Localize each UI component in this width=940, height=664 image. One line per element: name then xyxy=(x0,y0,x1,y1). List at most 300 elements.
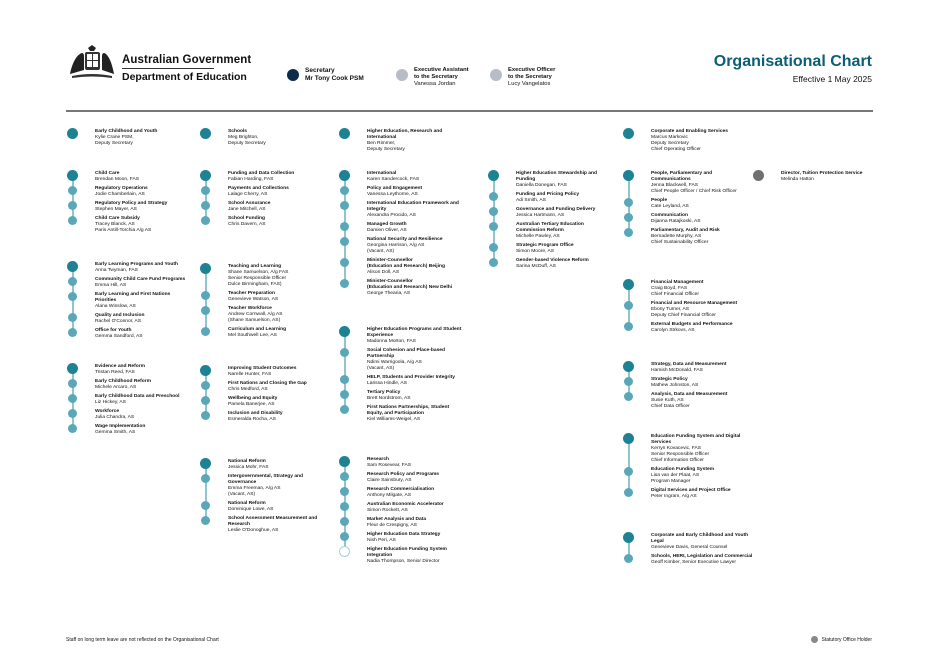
unit-person: Meg Brighton, Deputy Secretary xyxy=(228,135,266,146)
unit-person: Craig Boyd, FAS Chief Financial Officer xyxy=(651,286,700,297)
unit-node xyxy=(489,222,498,231)
unit-node xyxy=(201,396,210,405)
org-unit xyxy=(95,313,231,325)
unit-name: HELP, Students and Provider Integrity xyxy=(367,375,455,380)
unit-person: Simon Moore, AS xyxy=(516,249,555,254)
unit-node xyxy=(623,279,634,290)
unit-node xyxy=(339,170,350,181)
unit-node xyxy=(340,472,349,481)
unit-name: Payments and Collections xyxy=(228,186,289,191)
unit-person: Liz Hickey, AS xyxy=(95,400,126,405)
unit-node xyxy=(624,198,633,207)
org-unit xyxy=(651,392,787,410)
unit-person: Brendan Moon, FAS xyxy=(95,177,140,182)
unit-name: Financial and Resource Management xyxy=(651,301,738,306)
unit-node xyxy=(68,186,77,195)
unit-node xyxy=(624,392,633,401)
unit-person: Nish Peri, AS xyxy=(367,538,396,543)
unit-name: Strategic Program Office xyxy=(516,243,574,248)
unit-name: Early Learning and First Nations Priorities xyxy=(95,292,171,303)
gov-line2: Department of Education xyxy=(122,71,247,83)
unit-person: Peter Ingram, A/g AS xyxy=(651,494,697,499)
unit-node xyxy=(340,375,349,384)
unit-name: Funding and Pricing Policy xyxy=(516,192,580,197)
assistant-role: Executive Assistant to the Secretary xyxy=(414,67,469,80)
org-unit xyxy=(367,547,503,565)
unit-node xyxy=(201,201,210,210)
unit-name: Community Child Care Fund Programs xyxy=(95,277,186,282)
unit-group xyxy=(651,171,787,249)
unit-group xyxy=(367,457,503,568)
unit-name: External Budgets and Performance xyxy=(651,322,733,327)
unit-person: Gemma Sandford, AS xyxy=(95,334,143,339)
effective-date: Effective 1 May 2025 xyxy=(792,74,872,84)
unit-node xyxy=(67,170,78,181)
unit-name: Research xyxy=(367,457,390,462)
unit-name: Managed Growth xyxy=(367,222,407,227)
org-unit xyxy=(651,554,787,566)
unit-name: Teacher Preparation xyxy=(228,291,275,296)
org-unit xyxy=(367,186,503,198)
org-unit xyxy=(95,277,231,289)
unit-person: Pamela Banerjee, AS xyxy=(228,402,275,407)
unit-person: Ebony Turner, AS Deputy Chief Financial Officer xyxy=(651,307,716,318)
unit-node xyxy=(623,532,634,543)
unit-node xyxy=(201,516,210,525)
unit-node xyxy=(624,377,633,386)
org-unit xyxy=(651,198,787,210)
unit-name: Communication xyxy=(651,213,688,218)
org-unit xyxy=(367,171,503,183)
unit-person: Kylie Crane PSM, Deputy Secretary xyxy=(95,135,134,146)
unit-person: Cate Leyland, AS xyxy=(651,204,689,209)
unit-node xyxy=(340,237,349,246)
unit-node xyxy=(68,277,77,286)
unit-name: Higher Education Data Strategy xyxy=(367,532,441,537)
unit-node xyxy=(201,474,210,483)
org-unit xyxy=(651,129,787,153)
unit-person: Alexandra Procido, AS xyxy=(367,213,416,218)
unit-person: Genevieve Watson, AS xyxy=(228,297,279,302)
org-unit xyxy=(516,258,652,270)
unit-name: Teacher Workforce xyxy=(228,306,272,311)
unit-node xyxy=(67,363,78,374)
unit-node xyxy=(489,192,498,201)
unit-name: Workforce xyxy=(95,409,120,414)
unit-name: Higher Education Stewardship and Funding xyxy=(516,171,597,182)
unit-person: Susie Kuth, AS Chief Data Officer xyxy=(651,398,690,409)
org-unit xyxy=(95,328,231,340)
unit-name: Research Policy and Programs xyxy=(367,472,440,477)
org-unit xyxy=(95,186,231,198)
org-unit xyxy=(367,237,503,255)
legend-key xyxy=(811,636,873,643)
org-unit xyxy=(516,243,652,255)
page-title: Organisational Chart xyxy=(713,53,872,70)
statutory-holder-node xyxy=(753,170,764,181)
unit-person: Emma Hill, AS xyxy=(95,283,127,288)
unit-name: Regulatory Operations xyxy=(95,186,148,191)
unit-node xyxy=(68,313,77,322)
org-unit xyxy=(367,222,503,234)
org-unit xyxy=(651,377,787,389)
org-unit xyxy=(95,409,231,421)
unit-name: Curriculum and Learning xyxy=(228,327,287,332)
unit-node xyxy=(489,258,498,267)
unit-name: Gender-based Violence Reform xyxy=(516,258,589,263)
unit-name: Australian Tertiary Education Commission Reform xyxy=(516,222,584,233)
unit-node xyxy=(68,394,77,403)
unit-person: Fabian Harding, FAS xyxy=(228,177,274,182)
unit-name: Quality and Inclusion xyxy=(95,313,145,318)
org-unit xyxy=(781,171,917,183)
org-unit xyxy=(367,457,503,469)
unit-name: International Education Framework and Integrity xyxy=(367,201,459,212)
org-unit xyxy=(95,292,231,310)
unit-group xyxy=(651,434,787,503)
org-unit xyxy=(651,228,787,246)
unit-name: Social Cohesion and Place-based Partnership xyxy=(367,348,446,359)
org-unit xyxy=(367,348,503,372)
unit-name: People xyxy=(651,198,668,203)
unit-node xyxy=(200,170,211,181)
org-unit xyxy=(95,394,231,406)
unit-person: Esmeralda Rocha, AS xyxy=(228,417,276,422)
unit-name: First Nations and Closing the Gap xyxy=(228,381,307,386)
unit-person: Tracey Blanck, AS Paris Antill-Torchia A/g AS xyxy=(95,222,152,233)
unit-node xyxy=(201,501,210,510)
officer-person: Lucy Vangelatos xyxy=(508,81,551,87)
unit-person: Fleur de Crespigny, AS xyxy=(367,523,417,528)
unit-node xyxy=(339,326,350,337)
unit-node xyxy=(624,322,633,331)
unit-person: Melinda Hatton xyxy=(781,177,814,182)
unit-group xyxy=(651,362,787,413)
unit-person: Karen Sandercock, FAS xyxy=(367,177,420,182)
unit-person: Narelle Hunter, FAS xyxy=(228,372,272,377)
unit-person: Larissa Hindle, AS xyxy=(367,381,407,386)
unit-node xyxy=(340,532,349,541)
unit-person: Georgina Harrison, A/g AS (Vacant, AS) xyxy=(367,243,425,254)
secretary-box xyxy=(287,67,364,83)
unit-node xyxy=(624,488,633,497)
page-header xyxy=(0,0,940,112)
secretary-node xyxy=(287,69,299,81)
unit-person: Carolyn Strkovs, AS xyxy=(651,328,695,333)
unit-name: Australian Economic Accelerator xyxy=(367,502,444,507)
unit-person: Claire Sainsbury, AS xyxy=(367,478,412,483)
org-unit xyxy=(367,532,503,544)
unit-person: Chris Medford, AS xyxy=(228,387,268,392)
org-unit xyxy=(367,327,503,345)
unit-name: Higher Education, Research and International xyxy=(367,129,443,140)
unit-name: Early Childhood Data and Preschool xyxy=(95,394,180,399)
unit-name: School Assessment Measurement and Research xyxy=(228,516,318,527)
unit-name: Intergovernmental, Strategy and Governance xyxy=(228,474,304,485)
unit-person: Hamish McDonald, FAS xyxy=(651,368,703,373)
unit-node xyxy=(340,405,349,414)
officer-node xyxy=(490,69,502,81)
org-unit xyxy=(367,502,503,514)
unit-node xyxy=(201,306,210,315)
government-wordmark xyxy=(122,54,251,83)
unit-name: Education Funding System xyxy=(651,467,715,472)
unit-node xyxy=(623,433,634,444)
unit-person: Madonna Morton, FAS xyxy=(367,339,416,344)
unit-person: Mathew Johnston, AS xyxy=(651,383,699,388)
org-unit xyxy=(367,472,503,484)
unit-person: Lalage Cherry, AS xyxy=(228,192,268,197)
unit-node xyxy=(623,128,634,139)
unit-node xyxy=(200,128,211,139)
unit-node xyxy=(201,186,210,195)
unit-node xyxy=(68,292,77,301)
unit-person: Jessica Hartmann, AS xyxy=(516,213,565,218)
unit-person: Geoff Kimber, Senior Executive Lawyer xyxy=(651,560,736,565)
unit-node xyxy=(340,390,349,399)
unit-person: Stephen Mayer, AS xyxy=(95,207,137,212)
unit-node xyxy=(68,424,77,433)
org-unit xyxy=(367,129,503,153)
unit-name: Research Commercialisation xyxy=(367,487,435,492)
unit-person: Alison Doll, AS xyxy=(367,270,400,275)
unit-node xyxy=(201,381,210,390)
unit-node xyxy=(68,328,77,337)
unit-person: Adi Smith, AS xyxy=(516,198,546,203)
unit-name: Policy and Engagement xyxy=(367,186,423,191)
org-unit xyxy=(95,216,231,234)
unit-name: Wellbeing and Equity xyxy=(228,396,278,401)
unit-person: Kerryn Kovacevic, FAS Senior Responsible Officer Chief Information Officer xyxy=(651,446,710,463)
unit-node xyxy=(68,409,77,418)
unit-name: Market Analysis and Data xyxy=(367,517,427,522)
unit-node xyxy=(201,327,210,336)
unit-node xyxy=(340,502,349,511)
unit-name: Strategy, Data and Measurement xyxy=(651,362,727,367)
unit-person: Jodie Chamberlain, AS xyxy=(95,192,145,197)
unit-person: Anna Twyman, FAS xyxy=(95,268,138,273)
secretary-role: Secretary xyxy=(305,67,335,74)
unit-person: Gemma Smith, AS xyxy=(95,430,136,435)
unit-name: Financial Management xyxy=(651,280,704,285)
unit-person: Ben Rimmer, Deputy Secretary xyxy=(367,141,405,152)
org-unit xyxy=(367,405,503,423)
org-unit xyxy=(95,424,231,436)
unit-node xyxy=(67,261,78,272)
unit-person: Mel Southwell Lee, AS xyxy=(228,333,277,338)
unit-person: Sam Rosevear, FAS xyxy=(367,463,412,468)
unit-name: First Nations Partnerships, Student Equity, and Participation xyxy=(367,405,450,416)
unit-node xyxy=(340,222,349,231)
org-unit xyxy=(651,213,787,225)
unit-person: Lisa van der Plaat, AS Program Manager xyxy=(651,473,700,484)
unit-name: Early Childhood Reform xyxy=(95,379,151,384)
unit-group xyxy=(781,171,917,186)
header-divider xyxy=(66,110,873,112)
unit-node xyxy=(623,361,634,372)
unit-node xyxy=(340,279,349,288)
unit-node xyxy=(339,128,350,139)
unit-person: Dijanna Ratajkoski, AS xyxy=(651,219,701,224)
unit-person: Damien Oliver, AS xyxy=(367,228,407,233)
unit-node xyxy=(68,216,77,225)
org-unit xyxy=(651,533,787,551)
org-unit xyxy=(228,306,364,324)
unit-name: Education Funding System and Digital Services xyxy=(651,434,741,445)
unit-node xyxy=(339,546,350,557)
unit-name: Corporate and Early Childhood and Youth Legal xyxy=(651,533,749,544)
org-unit xyxy=(367,258,503,276)
unit-group xyxy=(95,364,231,439)
unit-name: Office for Youth xyxy=(95,328,132,333)
unit-node xyxy=(624,467,633,476)
legend-key-label: Statutory Office Holder xyxy=(821,636,872,643)
connector-line xyxy=(205,463,207,524)
unit-name: Inclusion and Disability xyxy=(228,411,283,416)
unit-group xyxy=(367,129,503,156)
unit-name: Evidence and Reform xyxy=(95,364,146,369)
unit-group xyxy=(95,171,231,237)
unit-person: Leslie O'Donoghue, AS xyxy=(228,528,279,533)
unit-person: Vanessa Leythorne, AS xyxy=(367,192,418,197)
unit-name: Digital Services and Project Office xyxy=(651,488,731,493)
officer-role: Executive Officer to the Secretary xyxy=(508,67,556,80)
unit-person: Anthony Milgate, AS xyxy=(367,493,412,498)
unit-node xyxy=(68,379,77,388)
org-unit xyxy=(651,280,787,298)
unit-name: Early Learning Programs and Youth xyxy=(95,262,178,267)
org-unit xyxy=(367,279,503,297)
unit-person: Bernadette Murphy, AS Chief Sustainability Officer xyxy=(651,234,709,245)
officer-box xyxy=(490,67,555,88)
org-unit xyxy=(367,390,503,402)
unit-node xyxy=(200,458,211,469)
unit-person: Nadia Thompson, Senior Director xyxy=(367,559,440,564)
org-unit xyxy=(651,322,787,334)
unit-node xyxy=(201,411,210,420)
unit-name: Improving Student Outcomes xyxy=(228,366,297,371)
title-block xyxy=(714,53,872,84)
unit-name: Corporate and Enabling Services xyxy=(651,129,728,134)
unit-name: Tertiary Policy xyxy=(367,390,401,395)
unit-node xyxy=(201,291,210,300)
unit-person: Jessica Mohr, FAS xyxy=(228,465,269,470)
org-unit xyxy=(367,201,503,219)
unit-node xyxy=(67,128,78,139)
statutory-holder-icon xyxy=(811,636,818,643)
gov-line1: Australian Government xyxy=(122,54,252,66)
unit-person: Sarina McDuff, AS xyxy=(516,264,556,269)
unit-name: School Funding xyxy=(228,216,265,221)
unit-person: Alana Winslow, AS xyxy=(95,304,136,309)
unit-person: Michelle Pawley, AS xyxy=(516,234,560,239)
connector-line xyxy=(493,175,495,266)
unit-name: Funding and Data Collection xyxy=(228,171,295,176)
unit-node xyxy=(201,216,210,225)
unit-name: Director, Tuition Protection Service xyxy=(781,171,863,176)
unit-name: Strategic Policy xyxy=(651,377,688,382)
unit-node xyxy=(339,456,350,467)
unit-person: Shane Samuelson, A/g FAS Senior Responsible Officer Dulce Birmingham, FAS) xyxy=(228,270,289,287)
unit-node xyxy=(623,170,634,181)
org-unit xyxy=(651,488,787,500)
unit-person: Andrew Cornwall, A/g AS (Shane Samuelson, AS) xyxy=(228,312,283,323)
org-unit xyxy=(228,291,364,303)
unit-name: Child Care xyxy=(95,171,120,176)
org-unit xyxy=(651,467,787,485)
org-unit xyxy=(651,171,787,195)
unit-person: Rachel O'Connor, AS xyxy=(95,319,142,324)
unit-name: School Assurance xyxy=(228,201,271,206)
unit-person: Genevieve Davis, General Counsel xyxy=(651,545,728,550)
unit-node xyxy=(624,301,633,310)
unit-name: Governance and Funding Delivery xyxy=(516,207,596,212)
unit-person: Dominique Lowe, AS xyxy=(228,507,274,512)
unit-node xyxy=(624,228,633,237)
unit-name: Regulatory Policy and Strategy xyxy=(95,201,168,206)
unit-person: Daniella Donegan, FAS xyxy=(516,183,567,188)
assistant-box xyxy=(396,67,469,88)
unit-name: Teaching and Learning xyxy=(228,264,282,269)
unit-person: Chris Davern, AS xyxy=(228,222,266,227)
unit-name: National Reform xyxy=(228,459,266,464)
connector-line xyxy=(205,268,207,335)
unit-person: Simon Rockett, AS xyxy=(367,508,408,513)
assistant-node xyxy=(396,69,408,81)
unit-node xyxy=(489,207,498,216)
unit-node xyxy=(200,263,211,274)
unit-person: Tristan Reed, FAS xyxy=(95,370,135,375)
org-unit xyxy=(367,487,503,499)
unit-group xyxy=(651,129,787,156)
unit-node xyxy=(200,365,211,376)
org-unit xyxy=(651,434,787,464)
unit-name: Schools xyxy=(228,129,248,134)
unit-person: Kiel Williams-Weigel, AS xyxy=(367,417,421,422)
unit-node xyxy=(340,487,349,496)
unit-node xyxy=(340,258,349,267)
unit-node xyxy=(340,201,349,210)
org-unit xyxy=(95,379,231,391)
org-unit xyxy=(651,362,787,374)
org-unit xyxy=(651,301,787,319)
unit-name: Higher Education Funding System Integration xyxy=(367,547,447,558)
unit-name: National Security and Resilience xyxy=(367,237,443,242)
unit-person: Jane Mitchell, AS xyxy=(228,207,266,212)
unit-name: People, Parliamentary and Communications xyxy=(651,171,713,182)
unit-person: Jenna Blackwell, FAS Chief People Officer / Chief Risk Officer xyxy=(651,183,737,194)
unit-person: Brett Nordstrom, AS xyxy=(367,396,411,401)
unit-person: Ndimi Warrigoola, A/g AS (Vacant, AS) xyxy=(367,360,422,371)
unit-node xyxy=(340,186,349,195)
unit-person: Marcus Markovic Deputy Secretary Chief Operating Officer xyxy=(651,135,701,152)
unit-name: Higher Education Programs and Student Experience xyxy=(367,327,462,338)
unit-node xyxy=(340,348,349,357)
unit-name: Child Care Subsidy xyxy=(95,216,140,221)
connector-line xyxy=(344,331,346,413)
unit-group xyxy=(516,171,652,273)
unit-group xyxy=(95,262,231,343)
unit-node xyxy=(624,213,633,222)
wordmark-rule xyxy=(122,68,214,69)
unit-node xyxy=(488,170,499,181)
unit-name: Schools, HERI, Legislation and Commercial xyxy=(651,554,753,559)
unit-group xyxy=(651,533,787,569)
secretary-person: Mr Tony Cook PSM xyxy=(305,75,364,82)
unit-name: Parliamentary, Audit and Risk xyxy=(651,228,720,233)
org-unit xyxy=(367,517,503,529)
unit-name: International xyxy=(367,171,397,176)
